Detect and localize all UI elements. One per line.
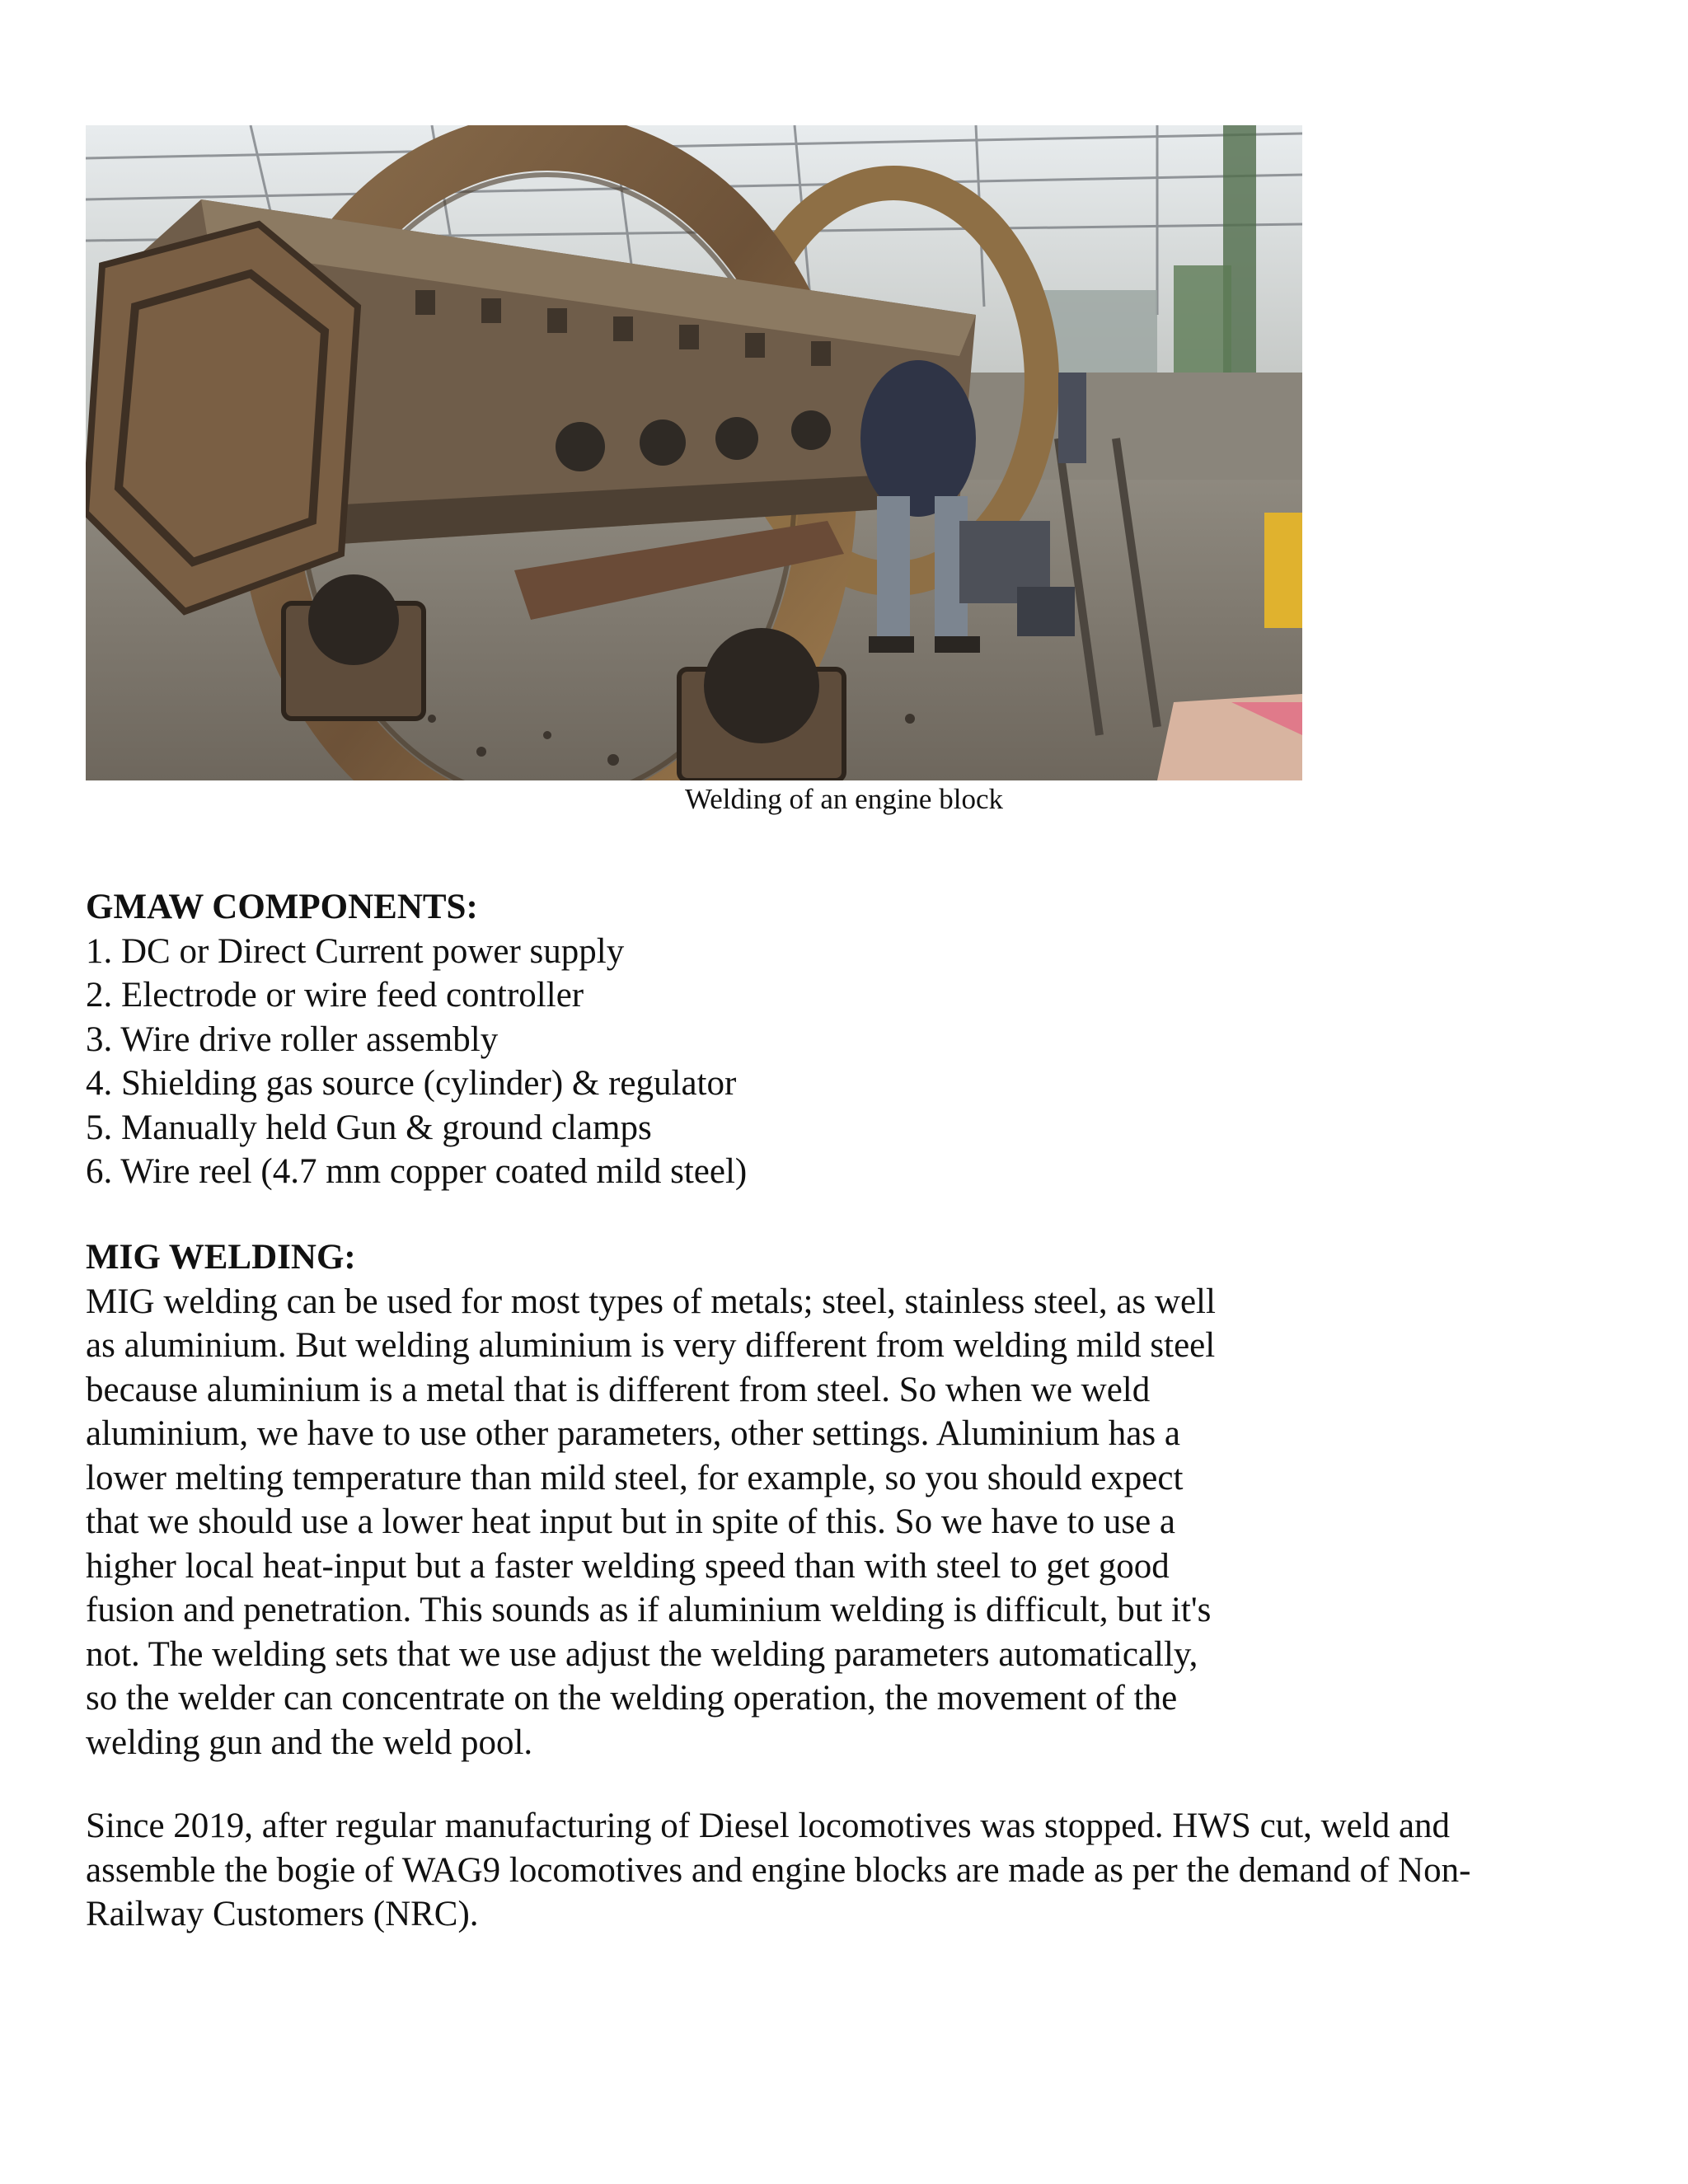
- paragraph-line: aluminium, we have to use other parameters, other settings. Aluminium has a: [86, 1414, 1180, 1453]
- list-item: 2. Electrode or wire feed controller: [86, 976, 584, 1015]
- list-item: 1. DC or Direct Current power supply: [86, 931, 625, 971]
- paragraph-line: so the welder can concentrate on the welding operation, the movement of the: [86, 1679, 1178, 1718]
- paragraph-line: lower melting temperature than mild steel, for example, so you should expect: [86, 1458, 1184, 1497]
- list-item: 5. Manually held Gun & ground clamps: [86, 1108, 652, 1147]
- paragraph-line: welding gun and the weld pool.: [86, 1722, 533, 1762]
- list-item: 4. Shielding gas source (cylinder) & regulator: [86, 1064, 737, 1103]
- paragraph-line: MIG welding can be used for most types of metals; steel, stainless steel, as well: [86, 1282, 1216, 1321]
- paragraph-line: not. The welding sets that we use adjust the welding parameters automatically,: [86, 1634, 1198, 1674]
- list-item: 6. Wire reel (4.7 mm copper coated mild steel): [86, 1152, 748, 1191]
- mig-heading: MIG WELDING:: [86, 1238, 356, 1277]
- paragraph-line: fusion and penetration. This sounds as if aluminium welding is difficult, but it's: [86, 1591, 1212, 1629]
- gmaw-heading: GMAW COMPONENTS:: [86, 888, 478, 926]
- paragraph-line: assemble the bogie of WAG9 locomotives and engine blocks are made as per the demand of Non-: [86, 1850, 1471, 1890]
- list-item: 3. Wire drive roller assembly: [86, 1019, 499, 1059]
- paragraph-line: because aluminium is a metal that is different from steel. So when we weld: [86, 1370, 1151, 1409]
- engine-block-photo: [86, 125, 1302, 780]
- paragraph-line: Railway Customers (NRC).: [86, 1895, 479, 1933]
- paragraph-line: as aluminium. But welding aluminium is very different from welding mild steel: [86, 1326, 1216, 1365]
- figure-caption: Welding of an engine block: [685, 783, 1003, 815]
- mig-welding-section: [86, 1235, 1306, 1765]
- hws-paragraph: [86, 1804, 1594, 1937]
- engine-block-illustration: [86, 125, 1302, 780]
- paragraph-line: that we should use a lower heat input but in spite of this. So we have to use a: [86, 1502, 1175, 1541]
- paragraph-line: Since 2019, after regular manufacturing of Diesel locomotives was stopped. HWS cut, weld and: [86, 1807, 1451, 1845]
- paragraph-line: higher local heat-input but a faster welding speed than with steel to get good: [86, 1546, 1170, 1586]
- gmaw-components-section: [86, 885, 747, 1194]
